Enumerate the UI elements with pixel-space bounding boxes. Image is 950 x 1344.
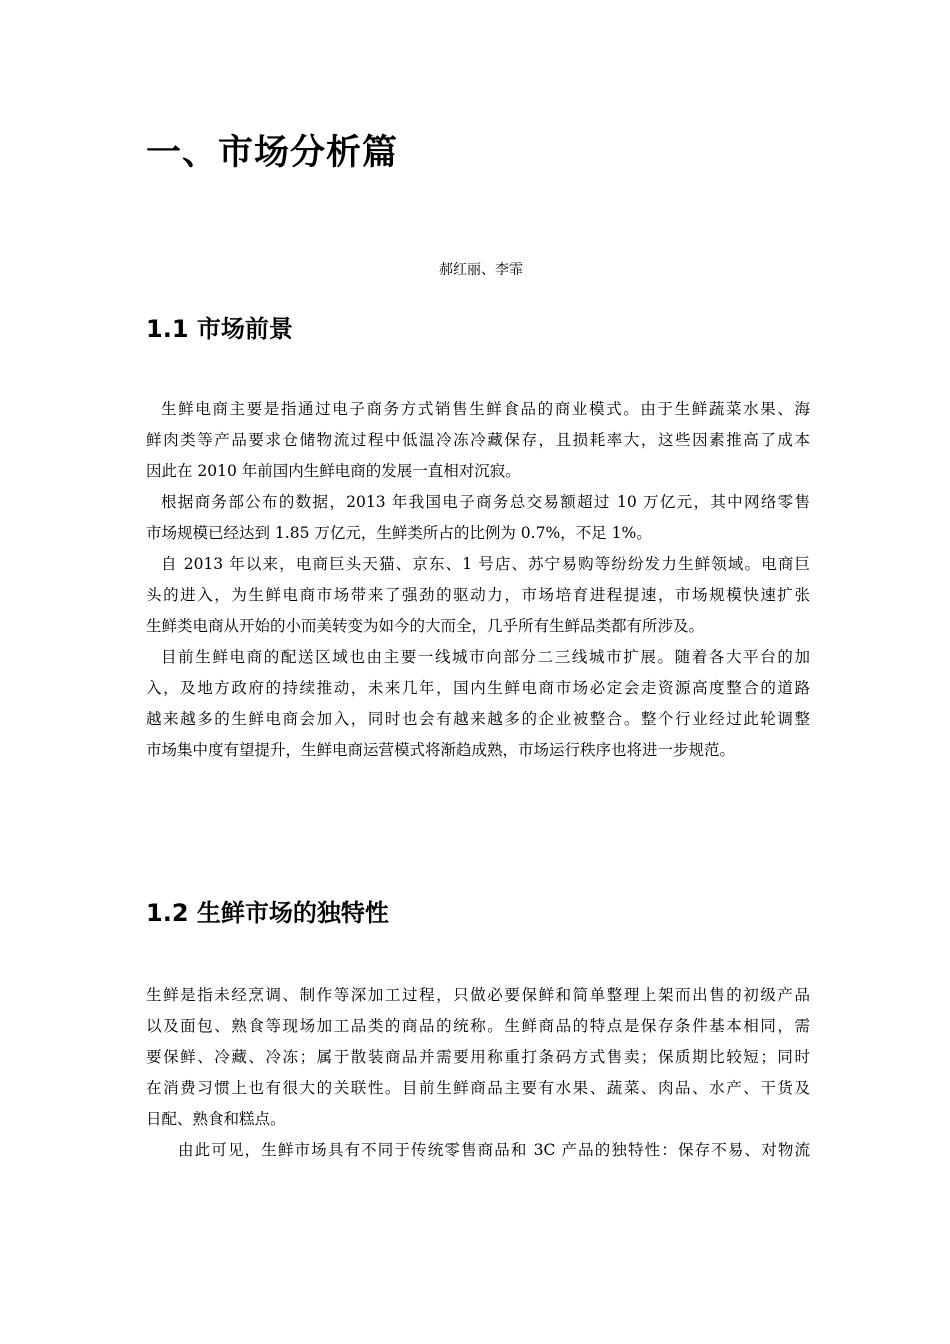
paragraph-line: 要保鲜、冷藏、冷冻；属于散装商品并需要用称重打条码方式售卖；保质期比较短；同时 bbox=[146, 1048, 810, 1066]
paragraph-line: 鲜肉类等产品要求仓储物流过程中低温冷冻冷藏保存，且损耗率大，这些因素推高了成本 bbox=[146, 431, 810, 449]
paragraph-line: 以及面包、熟食等现场加工品类的商品的统称。生鲜商品的特点是保存条件基本相同，需 bbox=[146, 1017, 810, 1035]
paragraph-line: 生鲜是指未经烹调、制作等深加工过程，只做必要保鲜和简单整理上架而出售的初级产品 bbox=[146, 986, 810, 1004]
paragraph-line: 头的进入，为生鲜电商市场带来了强劲的驱动力，市场培育进程提速，市场规模快速扩张 bbox=[146, 586, 810, 604]
paragraph-line: 目前生鲜电商的配送区域也由主要一线城市向部分二三线城市扩展。随着各大平台的加 bbox=[161, 648, 810, 666]
section-body-market-outlook bbox=[146, 394, 810, 766]
section-title-market-outlook: 1.1 市场前景 bbox=[146, 315, 293, 343]
paragraph-line: 市场集中度有望提升，生鲜电商运营模式将渐趋成熟，市场运行秩序也将进一步规范。 bbox=[146, 741, 736, 759]
paragraph-line: 由此可见，生鲜市场具有不同于传统零售商品和 3C 产品的独特性：保存不易、对物流 bbox=[178, 1141, 810, 1159]
section-title-fresh-market-uniqueness: 1.2 生鲜市场的独特性 bbox=[146, 899, 389, 927]
paragraph-line: 越来越多的生鲜电商会加入，同时也会有越来越多的企业被整合。整个行业经过此轮调整 bbox=[146, 710, 810, 728]
section-body-fresh-market-uniqueness bbox=[146, 980, 810, 1166]
paragraph-line: 生鲜类电商从开始的小而美转变为如今的大而全，几乎所有生鲜品类都有所涉及。 bbox=[146, 617, 705, 635]
author-names: 郝红丽、李霏 bbox=[439, 262, 523, 278]
paragraph-line: 在消费习惯上也有很大的关联性。目前生鲜商品主要有水果、蔬菜、肉品、水产、干货及 bbox=[146, 1079, 810, 1097]
paragraph-line: 生鲜电商主要是指通过电子商务方式销售生鲜食品的商业模式。由于生鲜蔬菜水果、海 bbox=[161, 400, 810, 418]
paragraph-line: 根据商务部公布的数据，2013 年我国电子商务总交易额超过 10 万亿元，其中网络零售 bbox=[161, 493, 810, 511]
paragraph-line: 自 2013 年以来，电商巨头天猫、京东、1 号店、苏宁易购等纷纷发力生鲜领域。电商巨 bbox=[161, 555, 810, 573]
paragraph-line: 入，及地方政府的持续推动，未来几年，国内生鲜电商市场必定会走资源高度整合的道路 bbox=[146, 679, 810, 697]
paragraph-line: 日配、熟食和糕点。 bbox=[146, 1110, 286, 1128]
paragraph-line: 市场规模已经达到 1.85 万亿元，生鲜类所占的比例为 0.7%，不足 1%。 bbox=[146, 524, 652, 542]
chapter-title: 一、市场分析篇 bbox=[146, 133, 399, 173]
paragraph-line: 因此在 2010 年前国内生鲜电商的发展一直相对沉寂。 bbox=[146, 462, 521, 480]
